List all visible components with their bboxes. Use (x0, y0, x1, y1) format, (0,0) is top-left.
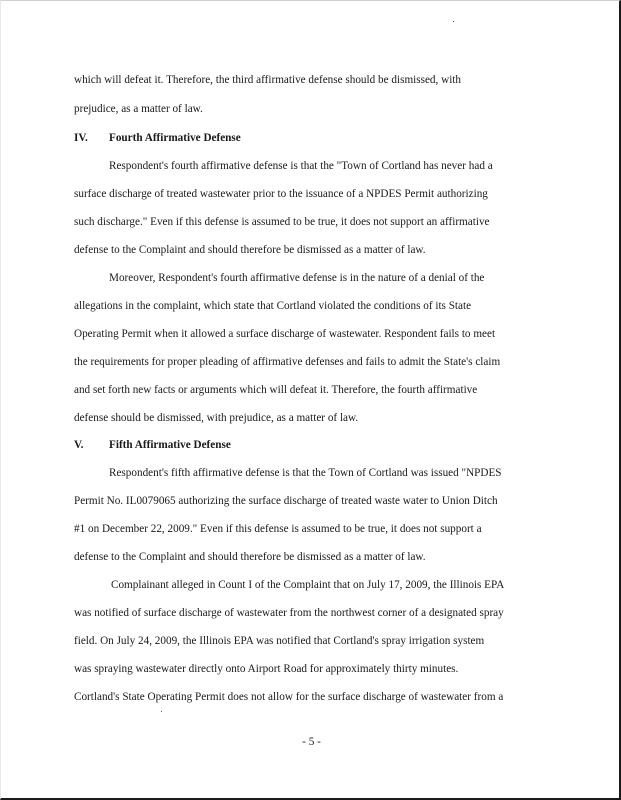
section-number: V. (74, 439, 84, 451)
section-title: Fourth Affirmative Defense (109, 132, 241, 144)
section-number: IV. (74, 132, 88, 144)
scan-speck (161, 711, 162, 712)
scan-speck (453, 21, 454, 22)
page-number: - 5 - (302, 736, 321, 748)
body-text-line: defense should be dismissed, with prejudice, as a matter of law. (74, 412, 359, 424)
body-text-line: and set forth new facts or arguments which will defeat it. Therefore, the fourth affirmative (74, 384, 478, 396)
body-text-line: Respondent's fourth affirmative defense is that the "Town of Cortland has never had a (109, 160, 493, 172)
section-title: Fifth Affirmative Defense (109, 439, 231, 451)
body-text-line: Complainant alleged in Count I of the Complaint that on July 17, 2009, the Illinois EPA (111, 579, 505, 591)
body-text-line: which will defeat it. Therefore, the third affirmative defense should be dismissed, with (74, 74, 462, 86)
body-text-line: defense to the Complaint and should therefore be dismissed as a matter of law. (74, 551, 426, 563)
body-text-line: such discharge." Even if this defense is assumed to be true, it does not support an affirmative (74, 216, 490, 228)
body-text-line: was spraying wastewater directly onto Airport Road for approximately thirty minutes. (74, 663, 459, 675)
body-text-line: Operating Permit when it allowed a surface discharge of wastewater. Respondent fails to meet (74, 328, 496, 340)
body-text-line: surface discharge of treated wastewater prior to the issuance of a NPDES Permit authorizing (74, 188, 488, 200)
body-text-line: Permit No. IL0079065 authorizing the surface discharge of treated waste water to Union Ditch (74, 495, 498, 507)
body-text-line: #1 on December 22, 2009." Even if this defense is assumed to be true, it does not support a (74, 523, 482, 535)
body-text-line: defense to the Complaint and should therefore be dismissed as a matter of law. (74, 244, 426, 256)
body-text-line: the requirements for proper pleading of affirmative defenses and fails to admit the State's claim (74, 356, 501, 368)
body-text-line: was notified of surface discharge of wastewater from the northwest corner of a designated spray (74, 607, 504, 619)
body-text-line: prejudice, as a matter of law. (74, 103, 203, 115)
body-text-line: field. On July 24, 2009, the Illinois EPA was notified that Cortland's spray irrigation system (74, 635, 485, 647)
body-text-line: Cortland's State Operating Permit does not allow for the surface discharge of wastewater from a (74, 691, 504, 703)
body-text-line: allegations in the complaint, which state that Cortland violated the conditions of its State (74, 300, 472, 312)
body-text-line: Respondent's fifth affirmative defense is that the Town of Cortland was issued "NPDES (109, 467, 502, 479)
body-text-line: Moreover, Respondent's fourth affirmative defense is in the nature of a denial of the (109, 272, 485, 284)
